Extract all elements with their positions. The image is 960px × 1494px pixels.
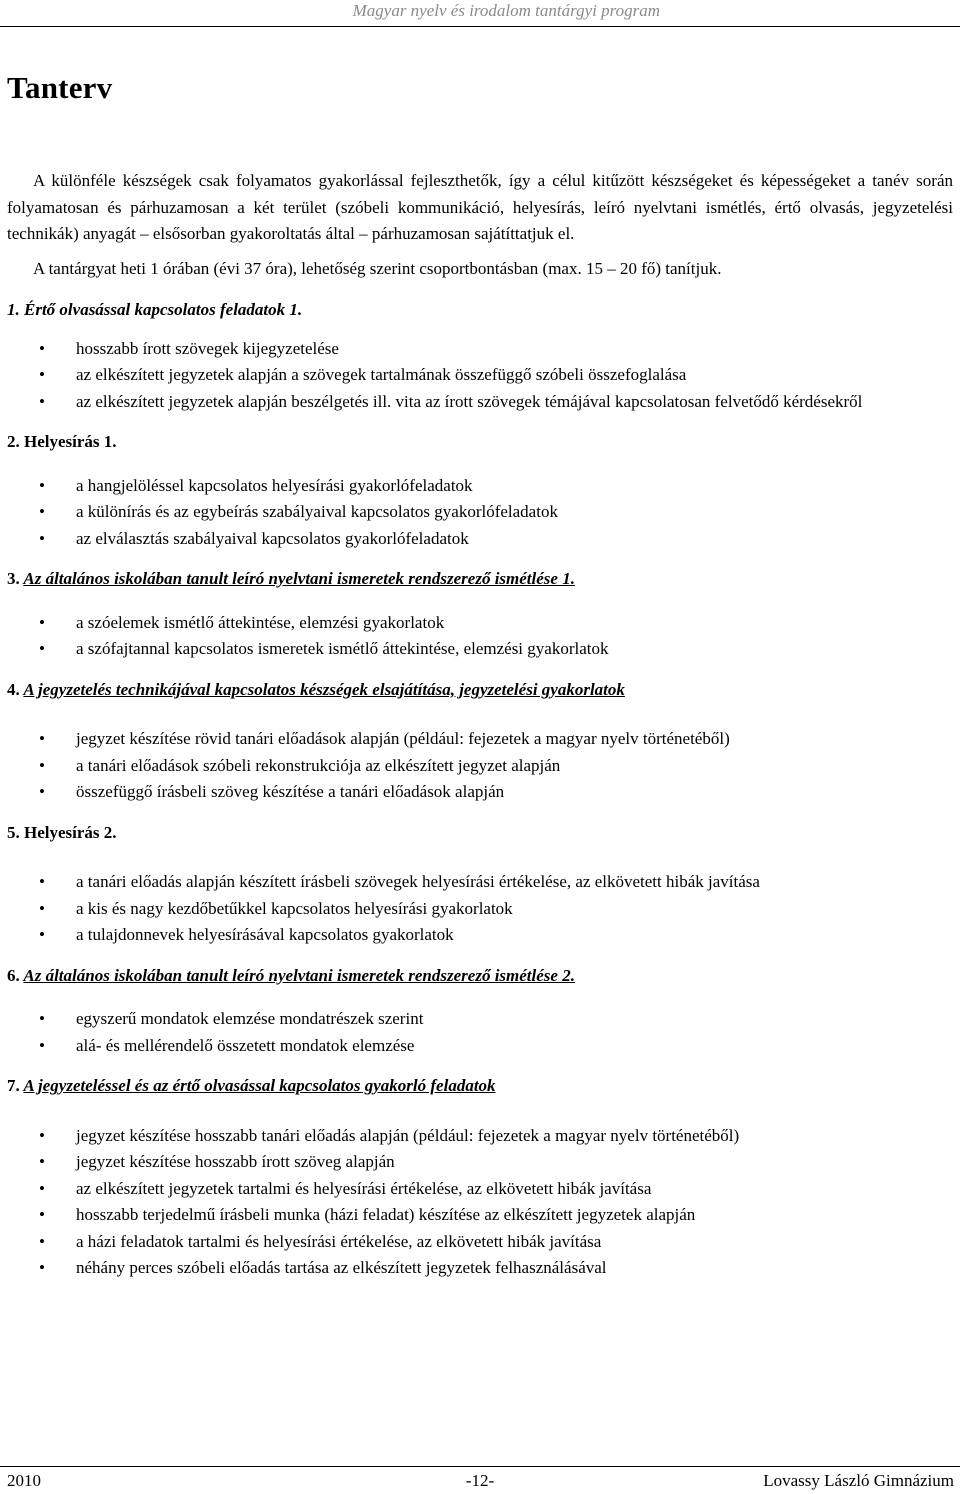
list-item: • a szófajtannal kapcsolatos ismeretek ismétlő áttekintése, elemzési gyakorlatok <box>7 636 953 663</box>
section-heading <box>7 1073 953 1100</box>
document-title: Tanterv <box>7 70 113 105</box>
section-6 <box>7 963 953 1060</box>
section-title: A jegyzetelés technikájával kapcsolatos készségek elsajátítása, jegyzetelési gyakorlatok <box>23 679 625 699</box>
section-1 <box>7 297 953 415</box>
bullet-list <box>7 1006 953 1059</box>
bullet-list <box>7 869 953 949</box>
section-7 <box>7 1073 953 1282</box>
bullet-list <box>7 473 953 553</box>
section-heading: 5. Helyesírás 2. <box>7 822 117 842</box>
list-item: • jegyzet készítése hosszabb írott szöveg alapján <box>7 1149 953 1176</box>
section-5 <box>7 820 953 949</box>
bullet-list <box>7 336 953 416</box>
section-title: A jegyzeteléssel és az értő olvasással kapcsolatos gyakorló feladatok <box>23 1076 496 1095</box>
list-item: • az elkészített jegyzetek alapján beszélgetés ill. vita az írott szövegek témájával kapcsolatosan felvetődő kérdésekről <box>7 389 953 416</box>
page-footer <box>0 1466 960 1490</box>
list-item: • hosszabb írott szövegek kijegyzetelése <box>7 336 953 363</box>
list-item: • a tulajdonnevek helyesírásával kapcsolatos gyakorlatok <box>7 922 953 949</box>
list-item: • összefüggő írásbeli szöveg készítése a tanári előadások alapján <box>7 779 953 806</box>
section-heading <box>7 963 953 990</box>
list-item: • jegyzet készítése hosszabb tanári előadás alapján (például: fejezetek a magyar nyelv történetéből) <box>7 1123 953 1150</box>
bullet-list <box>7 610 953 663</box>
list-item: • a házi feladatok tartalmi és helyesírási értékelése, az elkövetett hibák javítása <box>7 1229 953 1256</box>
section-3 <box>7 566 953 663</box>
list-item: • a tanári előadás alapján készített írásbeli szövegek helyesírási értékelése, az elkövetett hibák javítása <box>7 869 953 896</box>
document-body <box>7 168 953 1282</box>
section-2 <box>7 429 953 552</box>
section-number: 6. <box>7 965 20 985</box>
section-number: 4. <box>7 679 20 699</box>
hours-paragraph: A tantárgyat heti 1 órában (évi 37 óra), lehetőség szerint csoportbontásban (max. 15 – 20 fő) tanítjuk. <box>33 258 722 278</box>
section-heading: 1. Értő olvasással kapcsolatos feladatok 1. <box>7 300 303 319</box>
list-item: • a szóelemek ismétlő áttekintése, elemzési gyakorlatok <box>7 610 953 637</box>
running-header-title: Magyar nyelv és irodalom tantárgyi program <box>352 1 660 20</box>
bullet-list <box>7 726 953 806</box>
section-heading <box>7 566 953 593</box>
footer-year: 2010 <box>7 1471 41 1490</box>
section-number: 3. <box>7 569 20 588</box>
intro-paragraph: A különféle készségek csak folyamatos gyakorlással fejleszthetők, így a célul kitűzött készségeket és képességeket a tanév során folyamatosan és párhuzamosan a két terület (szóbeli kommunikáció, helyesírás, leíró nyelvtani ismétlés, értő olvasás, jegyzetelési technikák) anyagát – elsősorban gyakoroltatás által – párhuzamosan sajátíttatjuk el. <box>7 171 953 243</box>
section-number: 7. <box>7 1076 20 1095</box>
section-title: Az általános iskolában tanult leíró nyelvtani ismeretek rendszerező ismétlése 2. <box>23 965 575 985</box>
list-item: • a hangjelöléssel kapcsolatos helyesírási gyakorlófeladatok <box>7 473 953 500</box>
list-item: • a különírás és az egybeírás szabályaival kapcsolatos gyakorlófeladatok <box>7 499 953 526</box>
list-item: • az elválasztás szabályaival kapcsolatos gyakorlófeladatok <box>7 526 953 553</box>
page-number: -12- <box>465 1471 495 1490</box>
section-heading: 2. Helyesírás 1. <box>7 432 117 451</box>
section-4 <box>7 677 953 806</box>
list-item: • a kis és nagy kezdőbetűkkel kapcsolatos helyesírási gyakorlatok <box>7 896 953 923</box>
section-title: Az általános iskolában tanult leíró nyelvtani ismeretek rendszerező ismétlése 1. <box>23 569 575 588</box>
list-item: • néhány perces szóbeli előadás tartása az elkészített jegyzetek felhasználásával <box>7 1255 953 1282</box>
list-item: • egyszerű mondatok elemzése mondatrészek szerint <box>7 1006 953 1033</box>
list-item: • jegyzet készítése rövid tanári előadások alapján (például: fejezetek a magyar nyelv történetéből) <box>7 726 953 753</box>
bullet-list <box>7 1123 953 1282</box>
footer-school: Lovassy László Gimnázium <box>763 1471 954 1490</box>
list-item: • alá- és mellérendelő összetett mondatok elemzése <box>7 1033 953 1060</box>
running-header <box>0 0 960 27</box>
list-item: • hosszabb terjedelmű írásbeli munka (házi feladat) készítése az elkészített jegyzetek alapján <box>7 1202 953 1229</box>
list-item: • az elkészített jegyzetek tartalmi és helyesírási értékelése, az elkövetett hibák javítása <box>7 1176 953 1203</box>
section-heading <box>7 677 953 704</box>
intro <box>7 168 953 282</box>
list-item: • az elkészített jegyzetek alapján a szövegek tartalmának összefüggő szóbeli összefoglalása <box>7 362 953 389</box>
list-item: • a tanári előadások szóbeli rekonstrukciója az elkészített jegyzet alapján <box>7 753 953 780</box>
